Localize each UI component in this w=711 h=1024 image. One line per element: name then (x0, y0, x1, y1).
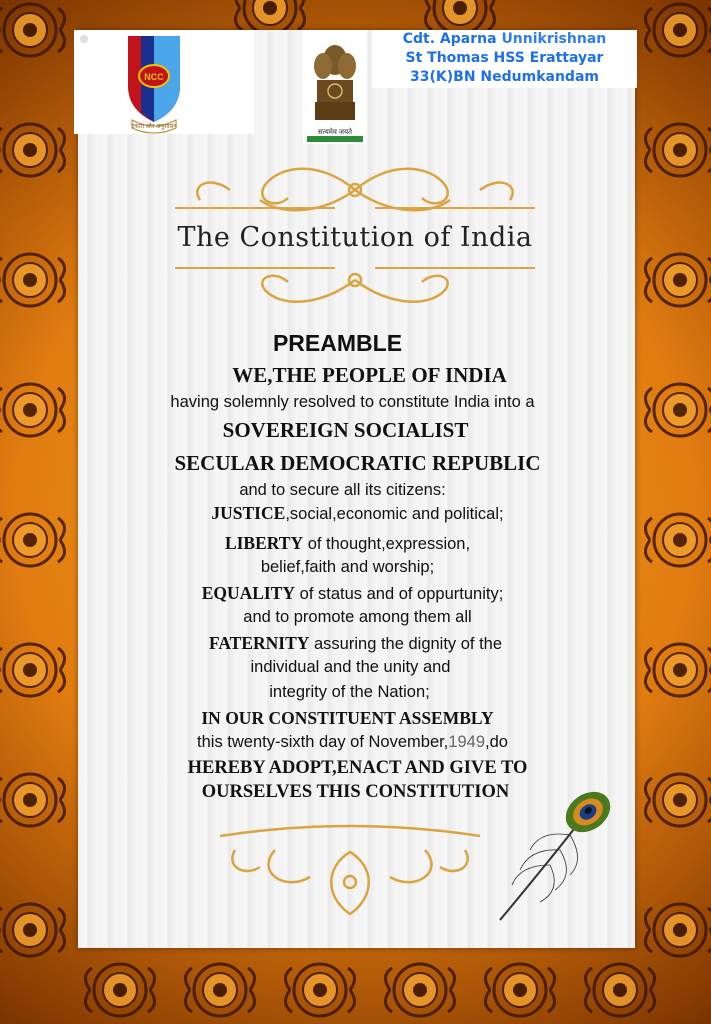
bottom-ornament (215, 822, 485, 922)
preamble-line: belief,faith and worship; (260, 558, 435, 576)
preamble-line: JUSTICE,social,economic and political; (211, 503, 504, 523)
preamble-line: HEREBY ADOPT,ENACT AND GIVE TO (187, 758, 528, 778)
preamble-line: FATERNITY assuring the dignity of the (208, 633, 503, 653)
ncc-logo-icon (74, 30, 254, 134)
battalion-name: 33(K)BN Nedumkandam (410, 69, 599, 85)
page-title: The Constitution of India (177, 222, 533, 253)
preamble-line: WE,THE PEOPLE OF INDIA (232, 363, 507, 387)
preamble-line: individual and the unity and (250, 658, 451, 676)
lion-capital-icon (303, 30, 367, 144)
preamble-line: SECULAR DEMOCRATIC REPUBLIC (174, 451, 541, 475)
ncc-logo-box (74, 30, 254, 134)
school-name: St Thomas HSS Erattayar (405, 50, 604, 66)
preamble-line: and to promote among them all (243, 608, 472, 626)
preamble-heading: PREAMBLE (272, 330, 403, 356)
peacock-feather-icon (490, 780, 620, 930)
cadet-name: Cdt. Aparna Unnikrishnan (402, 31, 607, 47)
preamble-line: this twenty-sixth day of November,1949,do (197, 733, 508, 751)
emblem-motto: सत्यमेव जयते (317, 129, 353, 136)
preamble-line: integrity of the Nation; (269, 683, 430, 701)
national-emblem-box (303, 30, 367, 144)
preamble-line: IN OUR CONSTITUENT ASSEMBLY (201, 708, 494, 728)
ncc-logo-text: NCC (144, 72, 164, 82)
top-ornament (170, 160, 540, 220)
preamble-line: SOVEREIGN SOCIALIST (222, 418, 469, 442)
preamble-line: having solemnly resolved to constitute India into a (170, 393, 535, 411)
preamble-line: EQUALITY of status and of oppurtunity; (201, 583, 504, 603)
preamble-line: and to secure all its citizens: (239, 481, 446, 499)
ncc-motto: एकता और अनुशासन (131, 124, 177, 130)
title-underline-ornament (170, 262, 540, 312)
cadet-info (372, 30, 637, 88)
preamble-line: LIBERTY of thought,expression, (224, 533, 471, 553)
preamble-line: OURSELVES THIS CONSTITUTION (201, 782, 510, 802)
